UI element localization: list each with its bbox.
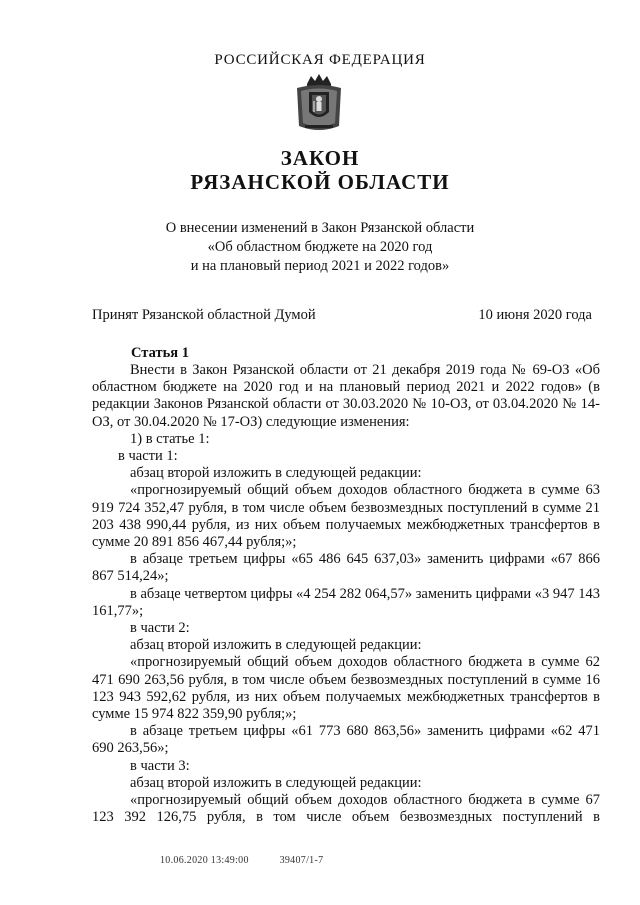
item-1: 1) в статье 1:: [130, 430, 210, 447]
part-2-heading: в части 2:: [130, 620, 190, 637]
part-3-heading: в части 3:: [130, 757, 190, 774]
ryazan-coat-of-arms-icon: [293, 72, 345, 134]
article-body: [92, 362, 600, 826]
part-1-quote: «прогнозируемый общий объем доходов областного бюджета в сумме 63 919 724 352,47 рубля, в том числе объем безвозмездных поступлений в сумме 21 203 438 990,44 рубля, из них объем получаемых межбюджетных трансфертов в сумме 20 891 856 467,44 рубля;»;: [92, 482, 600, 551]
article-heading: Статья 1: [131, 345, 189, 361]
law-title-line1: ЗАКОН: [280, 146, 360, 170]
law-title: [0, 146, 640, 194]
subtitle-line1: О внесении изменений в Закон Рязанской области: [165, 220, 475, 236]
federation-header: РОССИЙСКАЯ ФЕДЕРАЦИЯ: [214, 52, 426, 68]
part-1-abzac2: абзац второй изложить в следующей редакции:: [130, 465, 422, 482]
part-1-abzac4: в абзаце четвертом цифры «4 254 282 064,57» заменить цифрами «3 947 143 161,77»;: [92, 585, 600, 619]
footer-doc-id: 39407/1-7: [279, 855, 324, 866]
adopted-by: Принят Рязанской областной Думой: [92, 307, 316, 323]
subtitle-line3: и на плановый период 2021 и 2022 годов»: [190, 258, 450, 274]
subtitle-line2: «Об областном бюджете на 2020 год: [207, 239, 433, 255]
part-3-quote: «прогнозируемый общий объем доходов областного бюджета в сумме 67 123 392 126,75 рубля, в том числе объем безвозмездных поступлений в: [92, 792, 600, 826]
part-1-abzac3: в абзаце третьем цифры «65 486 645 637,03» заменить цифрами «67 866 867 514,24»;: [92, 551, 600, 585]
part-1-heading: в части 1:: [118, 448, 178, 465]
law-subtitle: [0, 219, 640, 276]
part-2-abzac3: в абзаце третьем цифры «61 773 680 863,56» заменить цифрами «62 471 690 263,56»;: [92, 723, 600, 757]
part-2-abzac2: абзац второй изложить в следующей редакции:: [130, 637, 422, 654]
adoption-date: 10 июня 2020 года: [478, 307, 592, 323]
part-2-quote: «прогнозируемый общий объем доходов областного бюджета в сумме 62 471 690 263,56 рубля, в том числе объем безвозмездных поступлений в сумме 16 123 943 592,62 рубля, из них объем получаемых межбюджетных трансфертов в сумме 15 974 822 359,90 рубля;»;: [92, 654, 600, 723]
part-3-abzac2: абзац второй изложить в следующей редакции:: [130, 774, 422, 791]
page-footer: [160, 855, 351, 866]
footer-timestamp: 10.06.2020 13:49:00: [160, 855, 249, 866]
article-intro: Внести в Закон Рязанской области от 21 декабря 2019 года № 69-ОЗ «Об областном бюджете на 2020 год и на плановый период 2021 и 2022 годов» (в редакции Законов Рязанской области от 30.03.2020 № 10-ОЗ, от 03.04.2020 № 14-ОЗ, от 30.04.2020 № 17-ОЗ) следующие изменения:: [92, 362, 600, 430]
law-title-line2: РЯЗАНСКОЙ ОБЛАСТИ: [190, 170, 450, 194]
adoption-info: [92, 307, 592, 324]
